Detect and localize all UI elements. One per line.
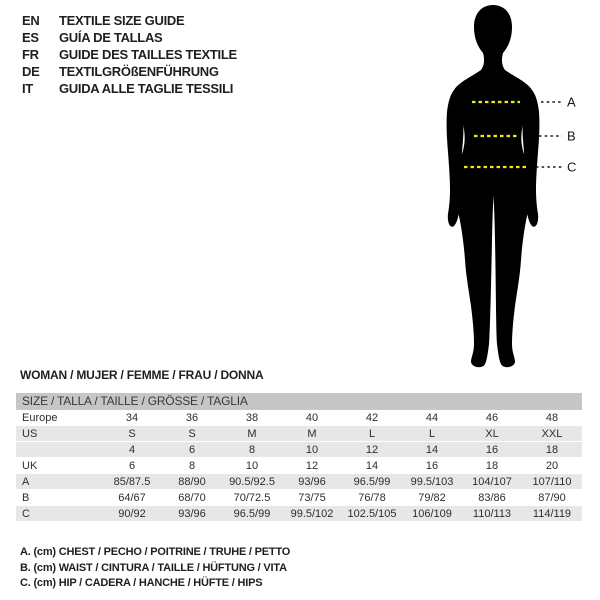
size-cell: 99.5/102 <box>290 507 334 520</box>
size-cell: 64/67 <box>118 491 146 504</box>
size-cell: 6 <box>128 459 136 472</box>
size-cell: 40 <box>305 411 319 424</box>
size-cell: 6 <box>188 443 196 456</box>
size-cell: M <box>247 427 257 440</box>
size-cell: 12 <box>305 459 319 472</box>
language-row <box>22 46 237 63</box>
size-cell: 102.5/105 <box>347 507 397 520</box>
size-cell: 73/75 <box>298 491 326 504</box>
language-title: GUÍA DE TALLAS <box>59 30 163 45</box>
size-cell: 70/72.5 <box>233 491 271 504</box>
size-cell: 99.5/103 <box>410 475 454 488</box>
language-code: EN <box>22 13 40 28</box>
size-cell: 8 <box>188 459 196 472</box>
table-row <box>16 410 582 426</box>
language-code: IT <box>22 81 33 96</box>
figure-marker-label: A <box>567 94 576 110</box>
row-label: C <box>22 507 30 520</box>
table-row <box>16 442 582 458</box>
size-table <box>16 393 582 522</box>
size-cell: 85/87.5 <box>113 475 151 488</box>
size-cell: 88/90 <box>178 475 206 488</box>
size-cell: 107/110 <box>532 475 572 488</box>
category-title: WOMAN / MUJER / FEMME / FRAU / DONNA <box>20 368 264 382</box>
size-cell: 10 <box>245 459 259 472</box>
size-cell: 44 <box>425 411 439 424</box>
size-cell: L <box>368 427 376 440</box>
language-code: DE <box>22 64 40 79</box>
row-label: Europe <box>22 411 58 424</box>
table-row <box>16 458 582 474</box>
language-title-list <box>22 12 237 97</box>
size-cell: 16 <box>425 459 439 472</box>
table-row <box>16 506 582 522</box>
size-cell: S <box>128 427 136 440</box>
size-cell: 36 <box>185 411 199 424</box>
size-cell: XXL <box>541 427 563 440</box>
size-cell: 79/82 <box>418 491 446 504</box>
size-table-header: SIZE / TALLA / TAILLE / GRÖSSE / TAGLIA <box>16 393 582 410</box>
row-label: B <box>22 491 30 504</box>
figure-marker-label: B <box>567 128 576 144</box>
size-cell: 104/107 <box>472 475 512 488</box>
table-row <box>16 426 582 442</box>
size-cell: 8 <box>248 443 256 456</box>
language-code: ES <box>22 30 39 45</box>
size-cell: 14 <box>425 443 439 456</box>
size-cell: 90/92 <box>118 507 146 520</box>
language-title: TEXTILE SIZE GUIDE <box>59 13 185 28</box>
size-cell: 114/119 <box>532 507 572 520</box>
size-cell: 48 <box>545 411 559 424</box>
size-cell: M <box>307 427 317 440</box>
size-cell: 83/86 <box>478 491 506 504</box>
size-cell: S <box>188 427 196 440</box>
size-cell: 46 <box>485 411 499 424</box>
language-row <box>22 29 237 46</box>
size-cell: 87/90 <box>538 491 566 504</box>
size-cell: 106/109 <box>412 507 452 520</box>
size-cell: 96.5/99 <box>233 507 271 520</box>
legend-line: C. (cm) HIP / CADERA / HANCHE / HÜFTE / HIPS <box>20 577 263 589</box>
row-label: US <box>22 427 38 440</box>
size-cell: 76/78 <box>358 491 386 504</box>
measurement-legend <box>20 545 290 592</box>
size-cell: L <box>428 427 436 440</box>
size-cell: 16 <box>485 443 499 456</box>
language-row <box>22 80 237 97</box>
size-cell: 10 <box>305 443 319 456</box>
size-cell: 18 <box>485 459 499 472</box>
legend-line: A. (cm) CHEST / PECHO / POITRINE / TRUHE / PETTO <box>20 546 291 558</box>
language-row <box>22 12 237 29</box>
size-cell: XL <box>485 427 499 440</box>
size-cell: 38 <box>245 411 259 424</box>
woman-body-silhouette <box>453 5 532 367</box>
size-cell: 68/70 <box>178 491 206 504</box>
woman-silhouette-figure <box>420 0 600 392</box>
language-title: TEXTILGRÖßENFÜHRUNG <box>59 64 219 79</box>
language-title: GUIDE DES TAILLES TEXTILE <box>59 47 237 62</box>
figure-marker-label: C <box>567 159 577 175</box>
size-cell: 20 <box>545 459 559 472</box>
size-cell: 96.5/99 <box>353 475 391 488</box>
size-cell: 4 <box>128 443 136 456</box>
size-cell: 93/96 <box>178 507 206 520</box>
size-cell: 93/96 <box>298 475 326 488</box>
size-cell: 14 <box>365 459 379 472</box>
size-cell: 90.5/92.5 <box>229 475 275 488</box>
size-cell: 34 <box>125 411 139 424</box>
language-row <box>22 63 237 80</box>
size-cell: 42 <box>365 411 379 424</box>
row-label: UK <box>22 459 38 472</box>
table-row <box>16 474 582 490</box>
row-label: A <box>22 475 30 488</box>
size-cell: 110/113 <box>472 507 512 520</box>
legend-line: B. (cm) WAIST / CINTURA / TAILLE / HÜFTUNG / VITA <box>20 561 287 574</box>
language-code: FR <box>22 47 39 62</box>
size-cell: 18 <box>545 443 559 456</box>
language-title: GUIDA ALLE TAGLIE TESSILI <box>59 81 234 96</box>
table-row <box>16 490 582 506</box>
size-table-body <box>16 410 582 522</box>
size-cell: 12 <box>365 443 379 456</box>
